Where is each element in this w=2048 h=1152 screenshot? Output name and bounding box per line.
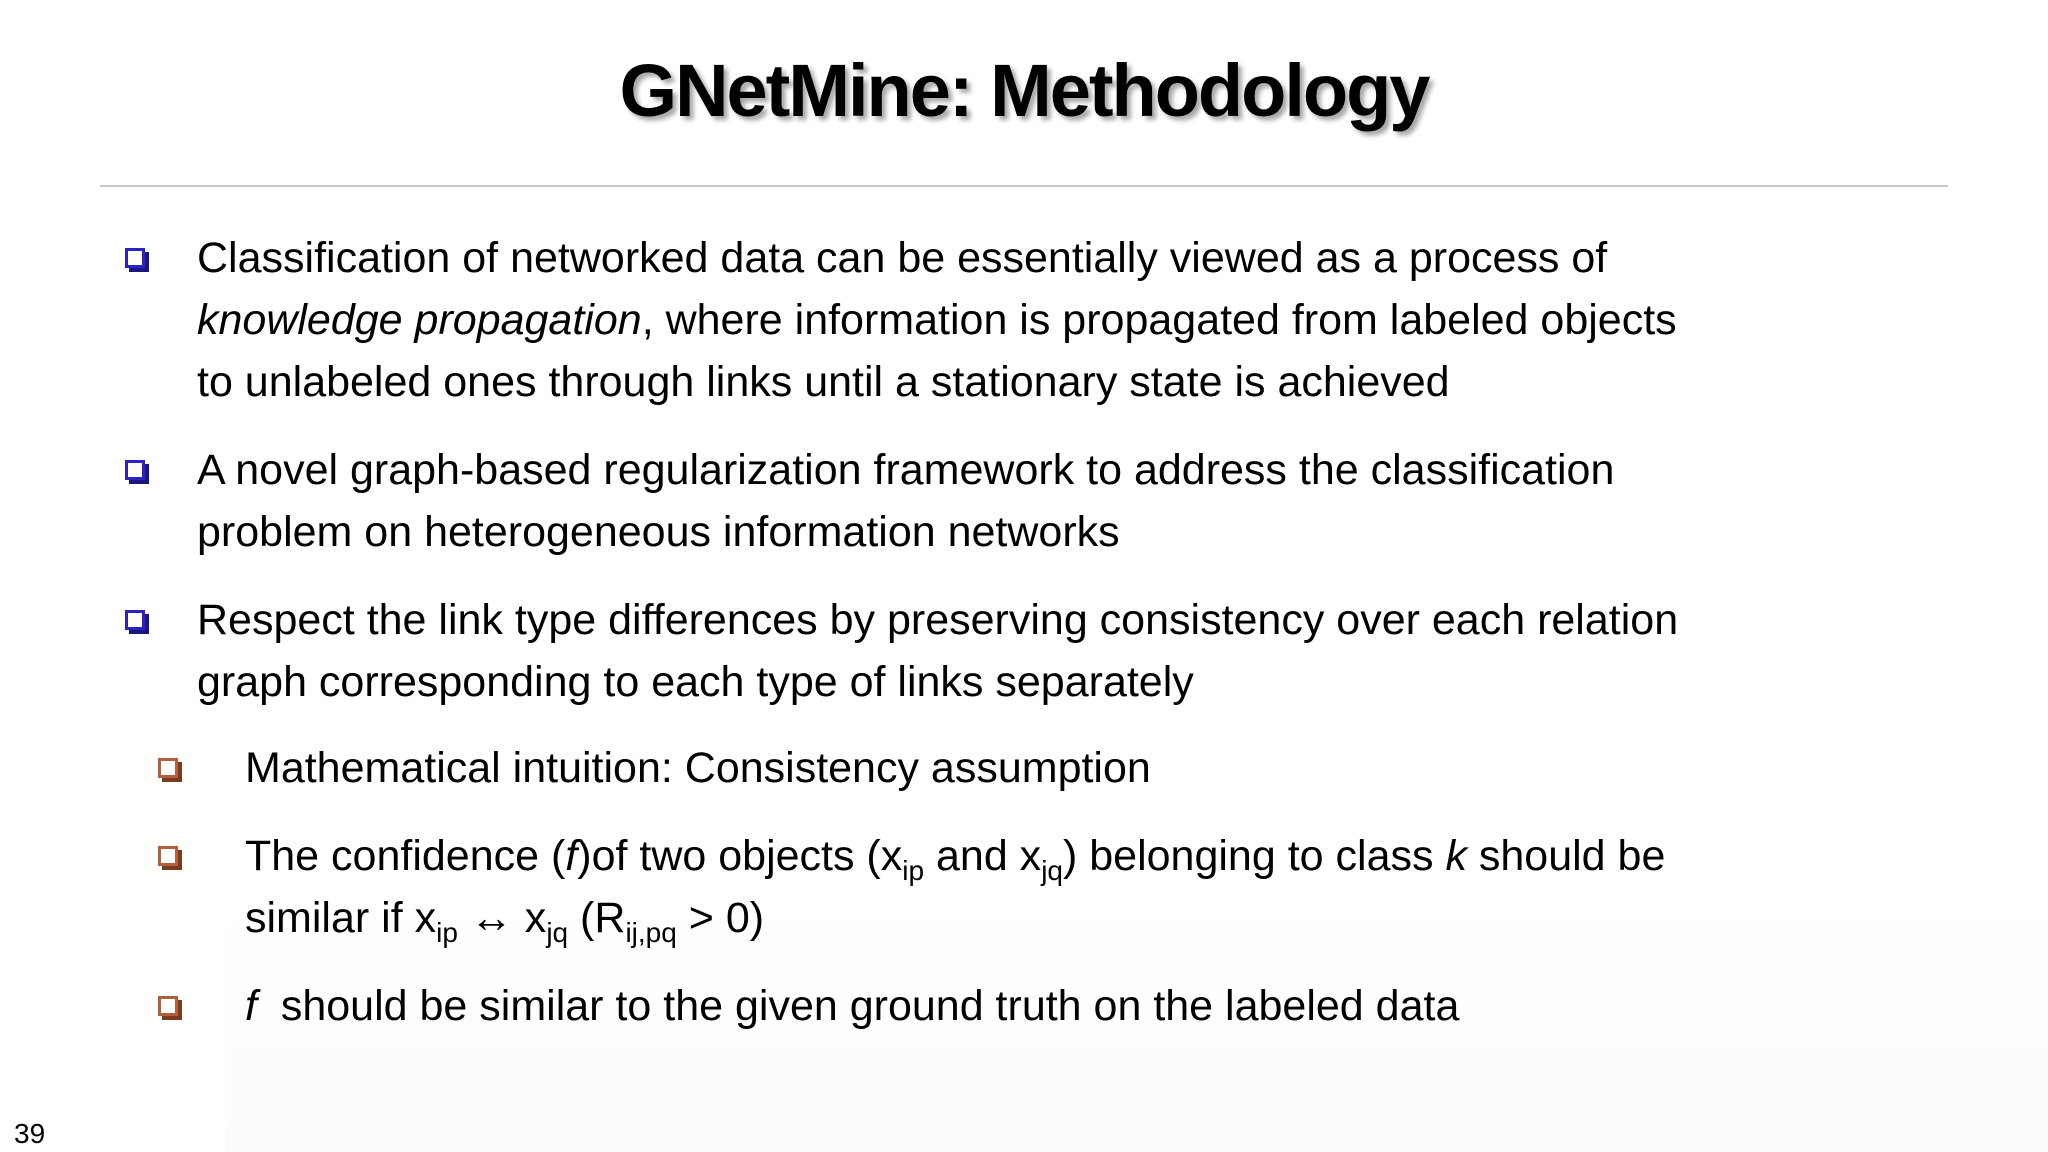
bullet-line: problem on heterogeneous information networks — [197, 508, 1120, 556]
math-symbol: k — [1445, 832, 1467, 880]
math-symbol: f — [565, 832, 578, 880]
text-run: )of two objects (x — [577, 832, 903, 880]
bullet-item — [197, 589, 1997, 713]
square-bullet-icon — [125, 248, 145, 268]
text-run: and x — [924, 832, 1042, 880]
bullet-line — [245, 887, 1995, 949]
text-run: should be similar to the given ground truth on the labeled data — [256, 982, 1460, 1030]
subscript: ip — [436, 917, 458, 948]
subscript: jq — [1041, 855, 1063, 886]
bullet-item — [197, 227, 1997, 413]
square-bullet-icon — [158, 996, 178, 1016]
bullet-text: Classification of networked data can be essentially viewed as a process of — [197, 234, 1608, 282]
sub-bullet-item — [245, 737, 1995, 799]
emphasis-text: knowledge propagation — [197, 296, 642, 344]
square-bullet-icon — [125, 610, 145, 630]
text-run: ) belonging to class — [1062, 832, 1446, 880]
text-run: (R — [568, 894, 626, 942]
subscript: ip — [902, 855, 925, 886]
sub-bullet-item — [245, 825, 1995, 949]
square-bullet-icon — [125, 460, 145, 480]
slide-title: GNetMine: Methodology — [619, 49, 1429, 132]
bullet-text: , where information is propagated from labeled objects — [641, 296, 1677, 344]
square-bullet-icon — [158, 846, 178, 866]
bullet-line: Mathematical intuition: Consistency assumption — [245, 744, 1151, 792]
math-symbol: f — [245, 982, 257, 1030]
sub-bullet-item — [245, 975, 1995, 1037]
bullet-line — [197, 227, 1997, 289]
bullet-line: to unlabeled ones through links until a stationary state is achieved — [197, 358, 1450, 406]
text-run: should be — [1466, 832, 1666, 880]
bullet-line — [197, 289, 1997, 351]
bullet-line: graph corresponding to each type of links separately — [197, 658, 1194, 706]
text-run: similar if x — [245, 894, 437, 942]
text-run: The confidence ( — [245, 832, 566, 880]
bullet-line: Respect the link type differences by preserving consistency over each relation — [197, 596, 1679, 644]
bullet-line — [245, 825, 1995, 887]
page-number: 39 — [14, 1118, 46, 1149]
bullet-line — [245, 975, 1995, 1037]
text-run: > 0) — [676, 894, 765, 942]
bullet-line: A novel graph-based regularization framework to address the classification — [197, 446, 1615, 494]
square-bullet-icon — [158, 758, 178, 778]
text-run: ↔ x — [457, 894, 547, 942]
subscript: ij,pq — [625, 917, 677, 948]
subscript: jq — [546, 917, 569, 948]
bullet-item — [197, 439, 1997, 563]
